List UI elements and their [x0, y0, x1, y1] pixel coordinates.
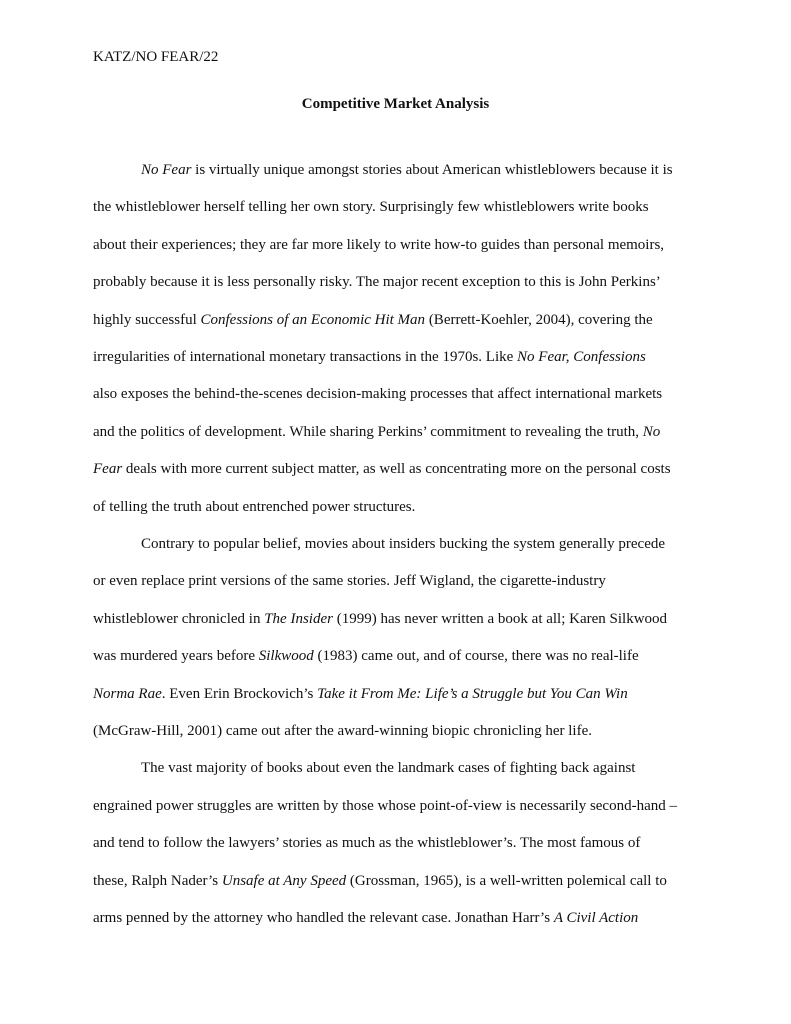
- italic-title-text: No: [642, 423, 661, 440]
- paragraph-3-line-5: [93, 908, 638, 928]
- paragraph-3-line-1: [141, 758, 635, 778]
- text-run: (Grossman, 1965), is a well-written polemical call to: [346, 872, 667, 889]
- text-run: or even replace print versions of the same stories. Jeff Wigland, the cigarette-industry: [93, 573, 606, 590]
- text-run: . Even Erin Brockovich’s: [161, 685, 318, 702]
- italic-title-text: Norma Rae: [93, 685, 162, 702]
- paragraph-3-line-4: [93, 871, 667, 891]
- italic-title-text: A Civil Action: [553, 910, 639, 926]
- running-header: KATZ/NO FEAR/22: [93, 49, 219, 65]
- paragraph-1-line-4: [93, 272, 661, 292]
- text-run: and tend to follow the lawyers’ stories as much as the whistleblower’s. The most famous of: [93, 835, 641, 852]
- text-run: whistleblower chronicled in: [93, 610, 265, 627]
- text-run: (McGraw-Hill, 2001) came out after the award-winning biopic chronicling her life.: [93, 723, 592, 739]
- paragraph-1-line-7: [93, 384, 662, 404]
- paragraph-1-line-3: [93, 235, 664, 255]
- paragraph-2-line-4: [93, 646, 639, 666]
- paragraph-3-line-3: [93, 833, 640, 853]
- paragraph-1-line-9: [93, 459, 671, 479]
- text-run: engrained power struggles are written by those whose point-of-view is necessarily second-hand –: [93, 797, 677, 814]
- italic-title-text: The Insider: [264, 610, 333, 627]
- text-run: (1983) came out, and of course, there was no real-life: [313, 648, 639, 665]
- text-run: was murdered years before: [93, 648, 259, 665]
- italic-title-text: Take it From Me: Life’s a Struggle but You Can Win: [317, 685, 628, 702]
- paragraph-2-line-5: [93, 684, 628, 704]
- paragraph-2-line-2: [93, 571, 606, 591]
- text-run: and the politics of development. While sharing Perkins’ commitment to revealing the truth,: [93, 423, 643, 440]
- paragraph-2-line-6: [93, 721, 592, 741]
- text-run: is virtually unique amongst stories about American whistleblowers because it is: [191, 162, 673, 178]
- italic-title-text: No Fear: [141, 162, 192, 178]
- text-run: of telling the truth about entrenched power structures.: [93, 498, 416, 515]
- italic-title-text: Silkwood: [258, 648, 314, 665]
- italic-title-text: Unsafe at Any Speed: [221, 872, 347, 889]
- paragraph-2-line-3: [93, 609, 667, 629]
- paragraph-1-line-5: [93, 310, 653, 330]
- paragraph-1-line-8: [93, 422, 660, 442]
- paragraph-1-line-2: [93, 197, 649, 217]
- text-run: irregularities of international monetary transactions in the 1970s. Like: [93, 349, 518, 365]
- text-run: Contrary to popular belief, movies about insiders bucking the system generally precede: [141, 536, 666, 552]
- paragraph-1-line-10: [93, 497, 415, 517]
- text-run: the whistleblower herself telling her own story. Surprisingly few whistleblowers write books: [93, 199, 649, 216]
- text-run: these, Ralph Nader’s: [93, 872, 222, 889]
- paragraph-1-line-6: [93, 347, 646, 367]
- paragraph-3-line-2: [93, 796, 677, 816]
- italic-title-text: No Fear, Confessions: [517, 349, 646, 365]
- text-run: (Berrett-Koehler, 2004), covering the: [425, 311, 653, 328]
- paragraph-1-line-1: [141, 160, 673, 180]
- text-run: The vast majority of books about even the landmark cases of fighting back against: [141, 760, 636, 777]
- text-run: highly successful: [93, 311, 201, 328]
- text-run: also exposes the behind-the-scenes decision-making processes that affect international markets: [93, 386, 663, 403]
- paragraph-2-line-1: [141, 534, 665, 554]
- italic-title-text: Confessions of an Economic Hit Man: [200, 311, 426, 328]
- text-run: arms penned by the attorney who handled the relevant case. Jonathan Harr’s: [93, 910, 554, 926]
- text-run: about their experiences; they are far more likely to write how-to guides than personal memoirs,: [93, 236, 665, 253]
- section-title: Competitive Market Analysis: [301, 96, 490, 112]
- text-run: (1999) has never written a book at all; Karen Silkwood: [332, 610, 668, 627]
- text-run: deals with more current subject matter, as well as concentrating more on the personal costs: [122, 461, 671, 478]
- italic-title-text: Fear: [93, 461, 123, 478]
- text-run: probably because it is less personally risky. The major recent exception to this is John Perkins’: [93, 274, 661, 291]
